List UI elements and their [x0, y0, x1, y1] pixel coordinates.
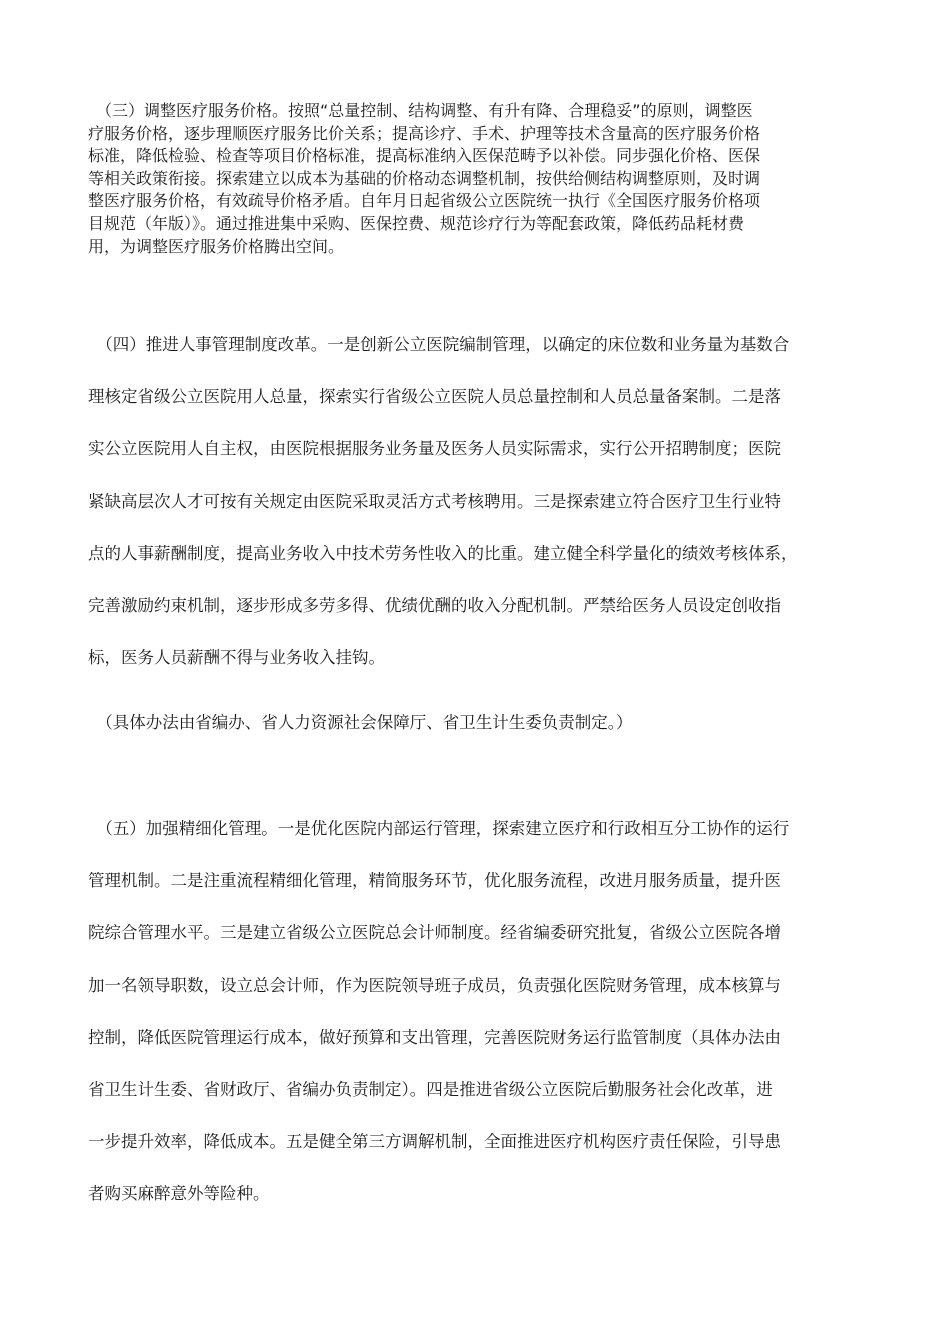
note-line: （具体办法由省编办、省人力资源社会保障厅、省卫生计生委负责制定。）	[88, 713, 633, 732]
paragraph-line: 整医疗服务价格，有效疏导价格矛盾。自年月日起省级公立医院统一执行《全国医疗服务价格项	[88, 191, 761, 211]
paragraph-line: （三）调整医疗服务价格。按照“总量控制、结构调整、有升有降、合理稳妥”的原则，调整医	[88, 101, 753, 120]
paragraph-line: 完善激励约束机制，逐步形成多劳多得、优绩优酬的收入分配机制。严禁给医务人员设定创收指	[88, 596, 781, 616]
paragraph-section-five	[88, 803, 789, 1221]
paragraph-line: 理核定省级公立医院用人总量，探索实行省级公立医院人员总量控制和人员总量备案制。二是落	[88, 387, 781, 407]
paragraph-line: 标准，降低检验、检查等项目价格标准，提高标准纳入医保范畴予以补偿。同步强化价格、医保	[88, 146, 761, 166]
paragraph-line: （四）推进人事管理制度改革。一是创新公立医院编制管理，以确定的床位数和业务量为基数合	[88, 335, 790, 354]
paragraph-line: 紧缺高层次人才可按有关规定由医院采取灵活方式考核聘用。三是探索建立符合医疗卫生行业特	[88, 491, 781, 511]
paragraph-note	[88, 711, 633, 735]
paragraph-line: 用，为调整医疗服务价格腾出空间。	[88, 236, 345, 256]
paragraph-line: 目规范（年版）》。通过推进集中采购、医保控费、规范诊疗行为等配套政策，降低药品耗材费	[88, 213, 745, 233]
paragraph-line: 等相关政策衔接。探索建立以成本为基础的价格动态调整机制，按供给侧结构调整原则，及时调	[88, 168, 761, 188]
paragraph-line: 省卫生计生委、省财政厅、省编办负责制定）。四是推进省级公立医院后勤服务社会化改革，进	[88, 1080, 773, 1100]
paragraph-line: 管理机制。二是注重流程精细化管理，精简服务环节，优化服务流程，改进月服务质量，提升医	[88, 871, 781, 891]
paragraph-line: 者购买麻醉意外等险种。	[88, 1184, 270, 1204]
paragraph-section-three	[88, 100, 760, 258]
paragraph-line: 实公立医院用人自主权，由医院根据服务业务量及医务人员实际需求，实行公开招聘制度；医院	[88, 439, 781, 459]
paragraph-line: 点的人事薪酬制度，提高业务收入中技术劳务性收入的比重。建立健全科学量化的绩效考核体系，	[88, 543, 798, 563]
paragraph-line: 一步提升效率，降低成本。五是健全第三方调解机制，全面推进医疗机构医疗责任保险，引导患	[88, 1132, 781, 1152]
paragraph-section-four	[88, 319, 798, 684]
paragraph-line: 院综合管理水平。三是建立省级公立医院总会计师制度。经省编委研究批复，省级公立医院各增	[88, 923, 781, 943]
paragraph-line: （五）加强精细化管理。一是优化医院内部运行管理，探索建立医疗和行政相互分工协作的运行	[88, 819, 790, 838]
paragraph-line: 控制，降低医院管理运行成本，做好预算和支出管理，完善医院财务运行监管制度（具体办法由	[88, 1027, 781, 1047]
paragraph-line: 加一名领导职数，设立总会计师，作为医院领导班子成员，负责强化医院财务管理，成本核算与	[88, 975, 781, 995]
paragraph-line: 疗服务价格，逐步理顺医疗服务比价关系；提高诊疗、手术、护理等技术含量高的医疗服务价格	[88, 123, 761, 143]
paragraph-line: 标，医务人员薪酬不得与业务收入挂钩。	[88, 648, 385, 668]
